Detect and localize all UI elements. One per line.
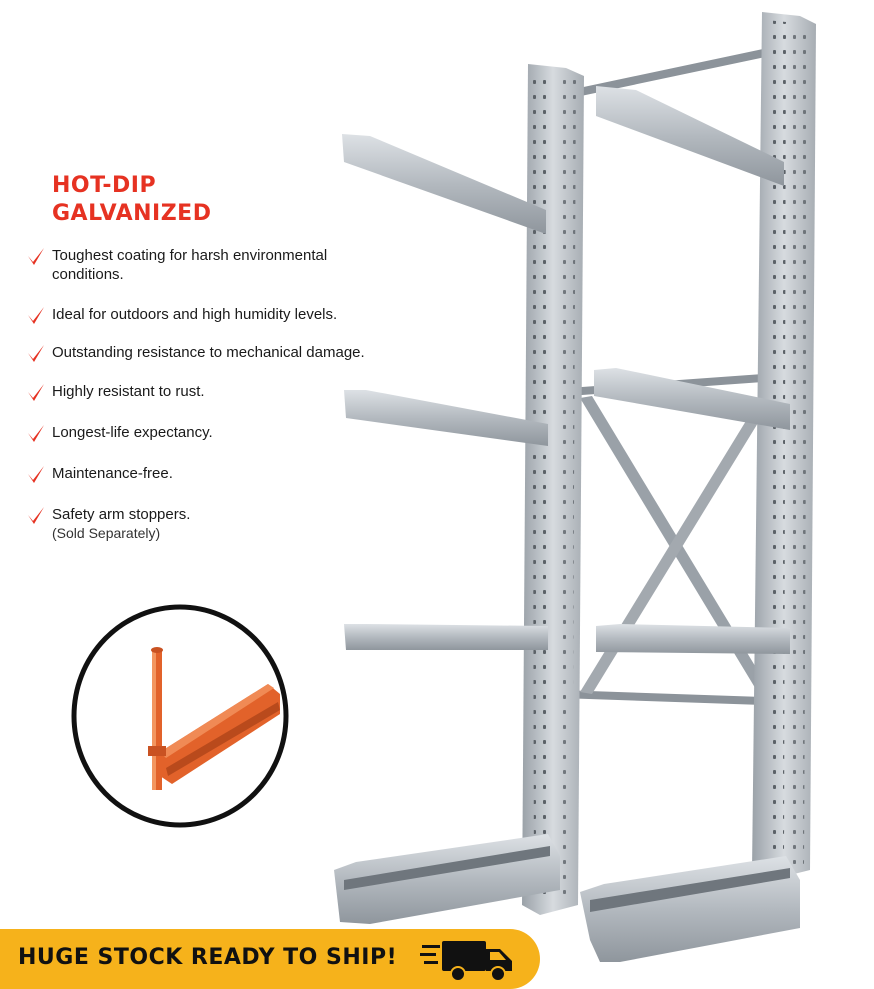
feature-text: Safety arm stoppers.: [52, 506, 191, 523]
feature-item: [26, 423, 366, 442]
feature-item: [26, 305, 366, 324]
right-arm-1: [596, 86, 784, 186]
feature-item: [26, 505, 366, 543]
check-mark-icon: [26, 343, 46, 363]
feature-text: Maintenance-free.: [52, 465, 173, 482]
check-mark-icon: [26, 423, 46, 443]
feature-text: Highly resistant to rust.: [52, 383, 205, 400]
check-mark-icon: [26, 505, 46, 525]
headline-line-2: GALVANIZED: [52, 201, 212, 226]
feature-text: Ideal for outdoors and high humidity levels.: [52, 306, 338, 323]
feature-note: (Sold Separately): [52, 525, 161, 541]
feature-list: [26, 246, 366, 543]
feature-text: Outstanding resistance to mechanical damage.: [52, 344, 365, 361]
left-arm-3: [344, 624, 548, 650]
shipping-banner: [0, 929, 540, 989]
feature-text: Toughest coating for harsh environmental conditions.: [52, 247, 328, 283]
check-mark-icon: [26, 382, 46, 402]
headline-line-1: HOT-DIP: [52, 173, 157, 198]
safety-arm-stopper-image: [68, 602, 292, 830]
feature-item: [26, 464, 366, 483]
top-brace: [560, 48, 770, 100]
headline: [52, 172, 211, 228]
banner-text: HUGE STOCK READY TO SHIP!: [18, 945, 398, 970]
feature-text: Longest-life expectancy.: [52, 424, 213, 441]
feature-item: [26, 246, 366, 284]
left-arm-1: [342, 134, 546, 234]
delivery-truck-icon: [420, 937, 516, 983]
feature-item: [26, 343, 366, 362]
left-arm-2: [344, 390, 548, 446]
check-mark-icon: [26, 305, 46, 325]
check-mark-icon: [26, 464, 46, 484]
check-mark-icon: [26, 246, 46, 266]
feature-item: [26, 382, 366, 401]
right-arm-3: [596, 624, 790, 654]
